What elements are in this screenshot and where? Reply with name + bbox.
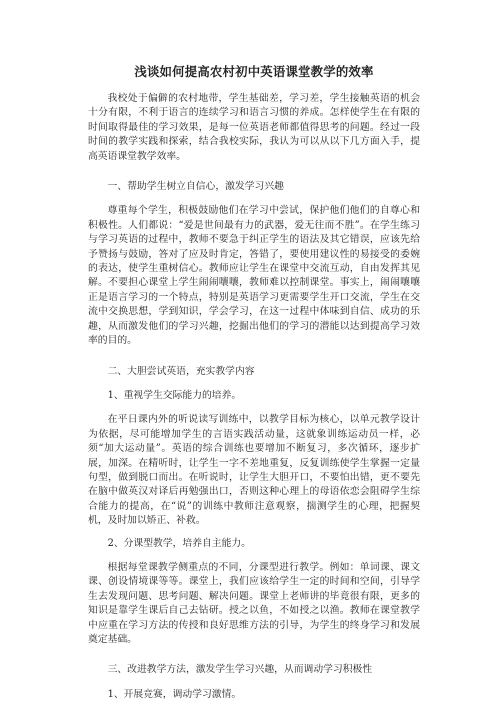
subheading-2-2: 2、分课型教学，培养自主能力。 — [107, 537, 251, 549]
subheading-2-1: 1、重视学生交际能力的培养。 — [107, 389, 242, 401]
section-heading-3: 三、改进教学方法，激发学生学习兴趣，从而调动学习积极性 — [107, 664, 373, 676]
intro-paragraph: 我校处于偏僻的农村地带，学生基础差，学习差，学生接触英语的机会十分有限，不利于语言的连续学习和语言习惯的养成。怎样使学生在有限的时间取得最佳的学习效果，是每一位英语老师都值得思考的问题。经过一段时间的教学实践和探索，结合我校实际，我认为可以从以下几方面入手，提高英语课堂教学效率。 — [88, 93, 420, 162]
section-1-paragraph: 尊重每个学生，积极鼓励他们在学习中尝试，保护他们他们的自尊心和积极性。人们都说：“爱是世间最有力的武器，爱无往而不胜”。在学生练习与学习英语的过程中，教师不要急于纠正学生的语法及其它错误，应该先给予赞扬与鼓励，答对了应及时肯定，答错了，要使用建议性的易接受的委婉的表达，使学生重树信心。教师应让学生在课堂中交流互动，自由发挥其见解。不要担心课堂上学生闹闹嚷嚷，教师难以控制课堂。事实上，闹闹嚷嚷正是语言学习的一个特点，特别是英语学习更需要学生开口交流，学生在交流中交换思想，学到知识，学会学习，在这一过程中体味到自信、成功的乐趣，从而激发他们的学习兴趣，挖掘出他们的学习的潜能以达到提高学习效率的目的。 — [88, 205, 420, 347]
section-heading-1: 一、帮助学生树立自信心，激发学习兴趣 — [107, 181, 284, 193]
section-heading-2: 二、大胆尝试英语，充实教学内容 — [107, 365, 255, 377]
document-title: 浅谈如何提高农村初中英语课堂教学的效率 — [134, 64, 374, 79]
subheading-3-1: 1、开展竞赛，调动学习激情。 — [107, 688, 242, 700]
section-2-2-paragraph: 根据每堂课教学侧重点的不同，分课型进行教学。例如：单词课、课文课、创设情境课等等。课堂上，我们应该给学生一定的时间和空间，引导学生去发现问题、思考问题、解决问题。课堂上老师讲的毕竟很有限，更多的知识是靠学生课后自己去钻研。授之以鱼，不如授之以渔。教师在课堂教学中应重在学习方法的传授和良好思维方法的引导，为学生的终身学习和发展奠定基础。 — [88, 561, 420, 645]
section-2-1-paragraph: 在平日课内外的听说读写训练中，以教学目标为核心，以单元教学设计为依据，尽可能增加学生的言语实践活动量，这就象训练运动员一样，必须“加大运动量”。英语的综合训练也要增加不断复习，多次循环，逐步扩展，加深。在精听时，让学生一字不差地重复，反复训练使学生掌握一定量句型，做到脱口而出。在听说时，让学生大胆开口，不要怕出错，更不要先在脑中做英汉对译后再勉强出口，否则这种心理上的母语依恋会阻碍学生综合能力的提高，在“说”的训练中教师注意观察，揣测学生的心理，把握契机，及时加以矫正、补救。 — [88, 414, 420, 527]
